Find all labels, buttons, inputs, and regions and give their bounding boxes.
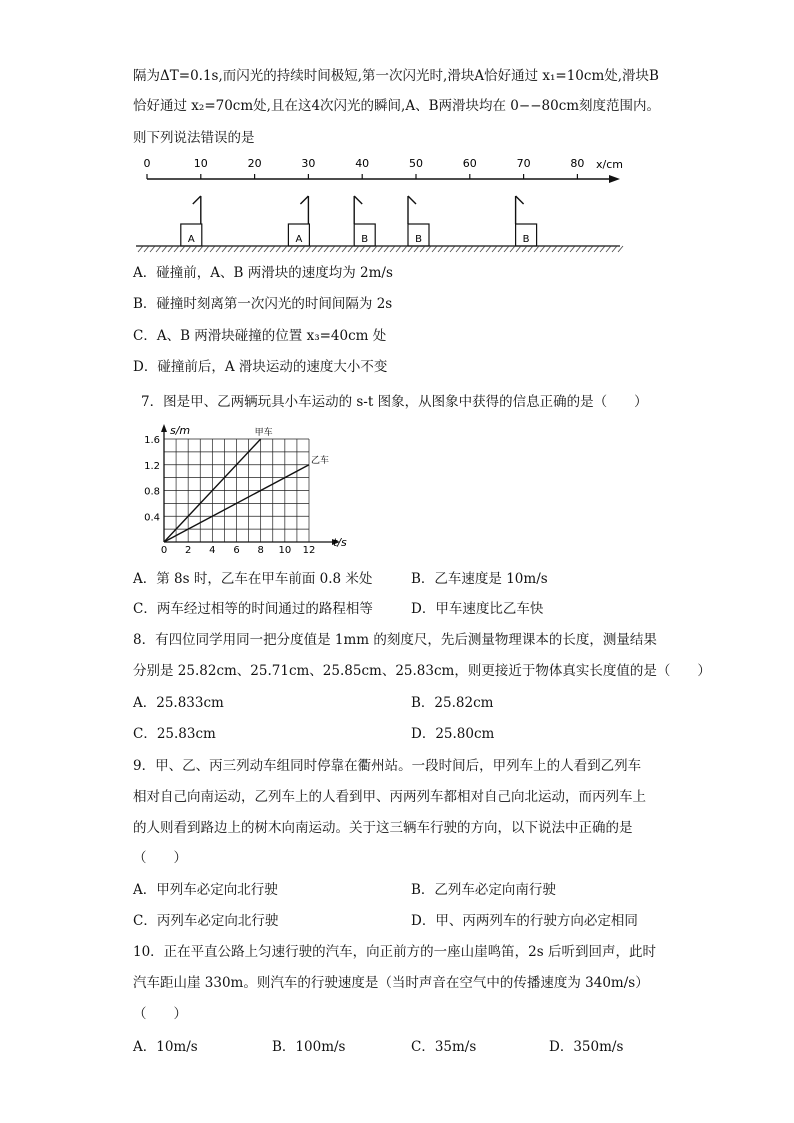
q8-option-b: B．25.82cm [411, 695, 494, 711]
q7-stem: 7．图是甲、乙两辆玩具小车运动的 s-t 图象，从图象中获得的信息正确的是（ ） [141, 394, 648, 410]
ruler-tick-label: 50 [409, 157, 423, 170]
slider-block-label: B [361, 234, 369, 245]
q7-option-a: A．第 8s 时，乙车在甲车前面 0.8 米处 [133, 571, 373, 587]
q7-option-c: C．两车经过相等的时间通过的路程相等 [133, 601, 373, 617]
ruler-figure [120, 150, 640, 255]
q10-option-d: D．350m/s [549, 1039, 624, 1055]
ruler-tick-label: 20 [247, 157, 262, 170]
q9-stem-line-2: 相对自己向南运动，乙列车上的人看到甲、丙两列车都相对自己向北运动，而丙列车上 [133, 789, 646, 805]
q10-stem-line-1: 10．正在平直公路上匀速行驶的汽车，向正前方的一座山崖鸣笛，2s 后听到回声，此时 [133, 944, 656, 960]
q9-stem-line-3: 的人则看到路边上的树木向南运动。关于这三辆车行驶的方向，以下说法中正确的是 [133, 820, 633, 836]
ruler-tick-label: 70 [516, 157, 531, 170]
q10-stem-line-3: （ ） [133, 1006, 187, 1022]
q7-option-d: D．甲车速度比乙车快 [411, 601, 544, 617]
slider-block [516, 196, 537, 246]
x-tick-label: 8 [257, 545, 264, 555]
q6-intro-line-1: 隔为ΔT=0.1s,而闪光的持续时间极短,第一次闪光时,滑块A恰好通过 x₁=10cm处,滑块B [133, 68, 659, 84]
x-tick-label: 6 [233, 545, 240, 555]
slider-block [288, 196, 309, 246]
ruler-tick-label: 0 [143, 157, 151, 170]
slider-block [408, 196, 429, 246]
q8-option-a: A．25.833cm [133, 695, 224, 711]
slider-block-label: B [415, 234, 422, 245]
q8-option-d: D．25.80cm [411, 726, 495, 742]
q9-option-a: A．甲列车必定向北行驶 [133, 882, 278, 898]
y-tick-label: 0.8 [144, 486, 160, 498]
q6-option-a: A．碰撞前，A、B 两滑块的速度均为 2m/s [133, 265, 393, 281]
series-label: 甲车 [254, 428, 273, 438]
q10-option-a: A．10m/s [133, 1039, 198, 1055]
q10-option-b: B．100m/s [272, 1039, 346, 1055]
x-tick-label: 4 [209, 545, 216, 555]
ruler-tick-label: 10 [193, 157, 208, 170]
q10-option-c: C．35m/s [411, 1039, 477, 1055]
q9-stem-line-1: 9．甲、乙、丙三列动车组同时停靠在衢州站。一段时间后，甲列车上的人看到乙列车 [133, 758, 642, 774]
y-axis-label: s/m [170, 424, 191, 437]
ruler-tick-label: 40 [355, 157, 370, 170]
slider-block-label: A [295, 234, 303, 245]
st-graph [128, 420, 358, 555]
q8-stem-line-1: 8．有四位同学用同一把分度值是 1mm 的刻度尺，先后测量物理课本的长度，测量结果 [133, 632, 657, 648]
slider-block-label: B [522, 234, 530, 245]
x-axis-label: t/s [333, 536, 347, 549]
y-tick-label: 0.4 [144, 512, 160, 524]
q6-option-d: D．碰撞前后，A 滑块运动的速度大小不变 [133, 359, 388, 375]
x-tick-label: 10 [278, 545, 292, 555]
q6-option-c: C．A、B 两滑块碰撞的位置 x₃=40cm 处 [133, 328, 387, 344]
q8-option-c: C．25.83cm [133, 726, 216, 742]
x-tick-label: 0 [160, 545, 168, 555]
q9-option-c: C．丙列车必定向北行驶 [133, 913, 279, 929]
q9-option-d: D．甲、丙两列车的行驶方向必定相同 [411, 913, 638, 929]
ruler-tick-label: 60 [462, 157, 477, 170]
y-axis-arrow [161, 424, 167, 432]
y-tick-label: 1.6 [144, 435, 160, 446]
x-tick-label: 2 [184, 545, 192, 555]
ruler-tick-label: 80 [570, 157, 585, 170]
series-label: 乙车 [311, 455, 330, 466]
ruler-arrow [609, 175, 620, 183]
q6-intro-line-2: 恰好通过 x₂=70cm处,且在这4次闪光的瞬间,A、B两滑块均在 0−−80cm刻度范围内。 [133, 98, 661, 114]
q9-option-b: B．乙列车必定向南行驶 [411, 882, 556, 898]
slider-block [181, 196, 202, 246]
ruler-unit-label: x/cm [596, 158, 623, 171]
y-tick-label: 1.2 [144, 460, 160, 472]
q6-option-b: B．碰撞时刻离第一次闪光的时间间隔为 2s [133, 296, 393, 312]
ruler-tick-label: 30 [301, 157, 316, 170]
slider-block-label: A [187, 234, 195, 245]
q10-stem-line-2: 汽车距山崖 330m。则汽车的行驶速度是（当时声音在空气中的传播速度为 340m/s） [133, 975, 649, 991]
q7-option-b: B．乙车速度是 10m/s [411, 571, 548, 587]
x-tick-label: 12 [302, 545, 316, 555]
q6-intro-line-3: 则下列说法错误的是 [133, 130, 255, 146]
slider-block [354, 196, 375, 246]
q9-stem-line-4: （ ） [133, 850, 187, 866]
q8-stem-line-2: 分别是 25.82cm、25.71cm、25.85cm、25.83cm，则更接近于物体真实长度值的是（ ） [133, 663, 711, 679]
